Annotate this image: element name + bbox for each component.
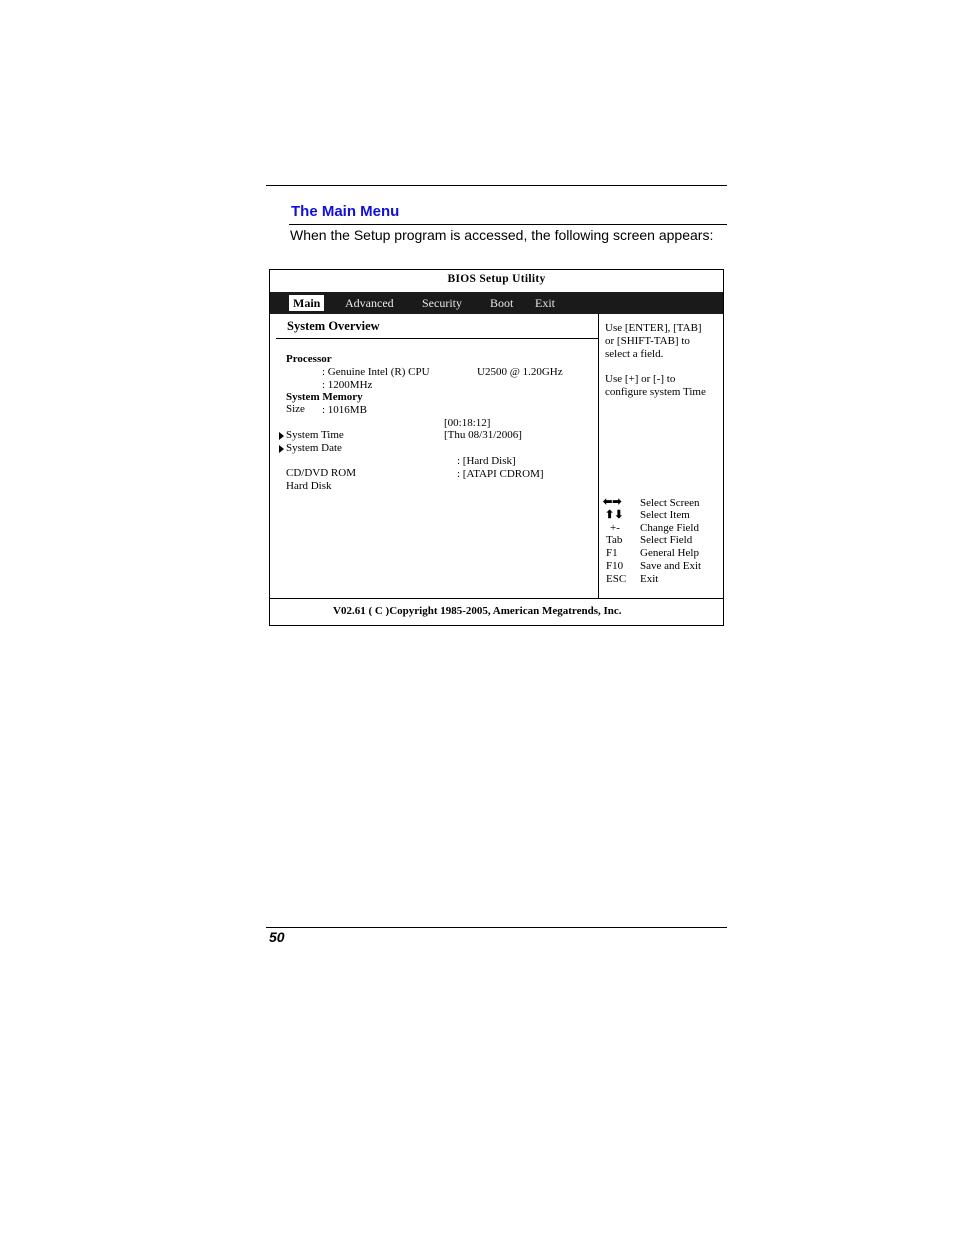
copyright-line: V02.61 ( C )Copyright 1985-2005, American Megatrends, Inc. xyxy=(333,605,622,617)
key-name: ESC xyxy=(606,573,627,585)
help-pane xyxy=(599,314,723,598)
key-action: Save and Exit xyxy=(640,560,702,572)
title-underline xyxy=(289,224,727,225)
processor-label: Processor xyxy=(286,353,332,365)
section-title: The Main Menu xyxy=(291,203,400,220)
device-1-value: : [Hard Disk] xyxy=(457,455,516,467)
page-number: 50 xyxy=(269,929,285,945)
help-line: configure system Time xyxy=(605,386,706,398)
help-line: select a field. xyxy=(605,348,664,360)
system-time-value[interactable]: [00:18:12] xyxy=(444,417,491,429)
key-name: Tab xyxy=(606,534,623,546)
footer-rule xyxy=(266,927,727,928)
key-action: Select Field xyxy=(640,534,693,546)
menu-tab-boot[interactable]: Boot xyxy=(490,296,514,310)
header-rule xyxy=(266,185,727,186)
up-down-arrows-icon: ⬆⬇ xyxy=(605,509,624,521)
help-line: or [SHIFT-TAB] to xyxy=(605,335,690,347)
settings-pane xyxy=(270,314,599,598)
system-date-label[interactable]: System Date xyxy=(286,442,342,454)
cd-dvd-label: CD/DVD ROM xyxy=(286,467,356,479)
left-right-arrows-icon: ⬅➡ xyxy=(603,496,622,508)
key-name: F1 xyxy=(606,547,618,559)
memory-size-label: Size xyxy=(286,403,305,415)
key-action: Select Screen xyxy=(640,497,700,509)
help-line: Use [+] or [-] to xyxy=(605,373,676,385)
key-action: Exit xyxy=(640,573,659,585)
device-2-value: : [ATAPI CDROM] xyxy=(457,468,544,480)
overview-title: System Overview xyxy=(287,319,380,333)
overview-rule xyxy=(276,338,598,339)
bios-menu-bar xyxy=(270,292,723,314)
key-name: F10 xyxy=(606,560,624,572)
system-time-label[interactable]: System Time xyxy=(286,429,344,441)
bios-footer-divider xyxy=(270,598,723,599)
memory-size-value: : 1016MB xyxy=(322,404,367,416)
memory-label: System Memory xyxy=(286,391,363,403)
menu-tab-advanced[interactable]: Advanced xyxy=(345,296,394,310)
help-line: Use [ENTER], [TAB] xyxy=(605,322,702,334)
menu-tab-main[interactable]: Main xyxy=(289,295,324,311)
menu-tab-exit[interactable]: Exit xyxy=(535,296,555,310)
cpu-speed: : 1200MHz xyxy=(322,379,373,391)
key-action: General Help xyxy=(640,547,699,559)
cpu-model: U2500 @ 1.20GHz xyxy=(477,366,563,378)
bios-title: BIOS Setup Utility xyxy=(447,273,546,285)
system-date-value[interactable]: [Thu 08/31/2006] xyxy=(444,429,522,441)
key-action: Change Field xyxy=(640,522,699,534)
key-action: Select Item xyxy=(640,509,690,521)
menu-tab-security[interactable]: Security xyxy=(422,296,462,310)
key-name: +- xyxy=(610,522,620,534)
intro-paragraph: When the Setup program is accessed, the following screen appears: xyxy=(290,227,714,243)
hard-disk-label: Hard Disk xyxy=(286,480,332,492)
submenu-arrow-icon xyxy=(279,445,284,453)
bios-screenshot xyxy=(269,269,724,626)
submenu-arrow-icon xyxy=(279,432,284,440)
cpu-name: : Genuine Intel (R) CPU xyxy=(322,366,430,378)
